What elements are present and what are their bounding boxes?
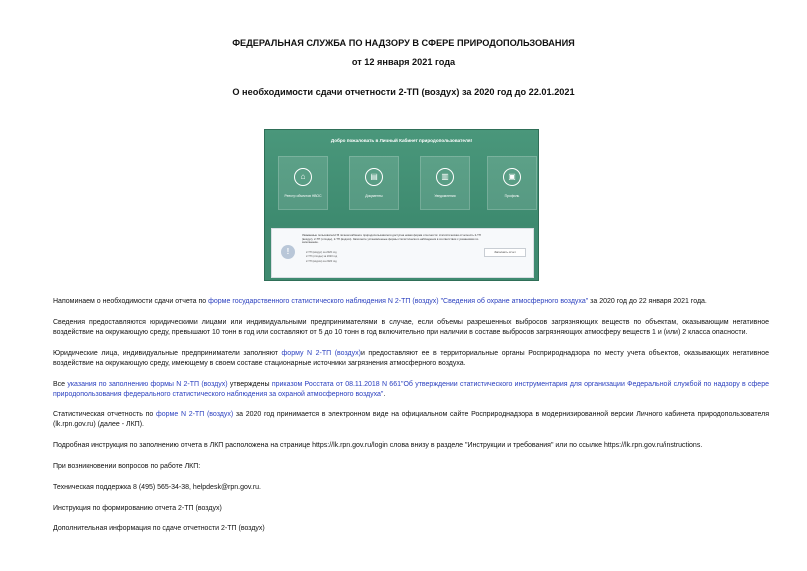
agency-heading: ФЕДЕРАЛЬНАЯ СЛУЖБА ПО НАДЗОРУ В СФЕРЕ ПРИРОДОПОЛЬЗОВАНИЯ — [232, 38, 575, 48]
notice-list — [306, 251, 446, 264]
text: Юридические лица, индивидуальные предприниматели заполняют — [53, 350, 282, 357]
notification-icon: ▥ — [436, 168, 454, 186]
notice-item: 2-ТП (водхоз) за 2020 год — [306, 259, 337, 263]
date-heading: от 12 января 2021 года — [351, 57, 456, 67]
tile-label: Реестр объектов НВОС — [284, 194, 322, 198]
text: за 2020 год принимается в электронном виде на официальном сайте Росприроднадзора в модернизированной версии Личного кабинета природопользователя (lk.rpn.gov.ru) (далее - ЛКП). — [53, 411, 769, 428]
instructions-link[interactable]: указания по заполнению формы N 2-ТП (воздух) — [67, 381, 228, 388]
info-icon: ! — [281, 245, 295, 259]
lk-welcome-title: Добро пожаловать в Личный Кабинет природопользователя! — [330, 138, 473, 143]
text: Напоминаем о необходимости сдачи отчета по — [53, 298, 209, 305]
paragraph-additional-info: Дополнительная информация по сдаче отчетности 2-ТП (воздух) — [53, 525, 265, 532]
text: утверждены — [227, 381, 272, 388]
tile-registry[interactable] — [278, 156, 328, 210]
form-link[interactable]: форме государственного статистического наблюдения N 2-ТП (воздух) "Сведения об охране атмосферного воздуха" — [208, 298, 589, 305]
form-link[interactable]: форме N 2-ТП (воздух) — [155, 411, 234, 418]
tile-label: Уведомления — [434, 194, 456, 198]
lk-dashboard-banner — [265, 130, 538, 226]
documents-icon: ▤ — [365, 168, 383, 186]
tile-notifications[interactable] — [420, 156, 470, 210]
paragraph-instructions — [53, 380, 769, 400]
text: . — [383, 391, 386, 398]
paragraph-questions: При возникновении вопросов по работе ЛКП: — [53, 463, 201, 470]
paragraph-detailed-instruction: Подробная инструкция по заполнению отчета в ЛКП расположена на странице https://lk.rpn.gov.ru/login слова внизу в разделе "Инструкции и требования" или по ссылке https://lk.rpn.gov.ru/instructions. — [53, 442, 703, 449]
notice-item: 2-ТП (воздух) за 2020 год — [306, 251, 337, 254]
text: и предоставляют ее в территориальные органы Росприроднадзора по месту учета объектов, оказывающих негативное воздействие на окружающую среду, имеющему в своем составе стационарные источники загрязнения атмосферного воздуха. — [53, 350, 769, 367]
lk-notice-panel — [271, 228, 534, 278]
form-link[interactable]: форму N 2-ТП (воздух) — [281, 350, 361, 357]
building-icon: ⌂ — [294, 168, 312, 186]
text: Статистическая отчетность по — [53, 411, 156, 418]
order-link[interactable]: приказом Росстата от 08.11.2018 N 661"Об утверждении статистического инструментария для организации Федеральной службой по надзору в сфере природопользования федерального статистического наблюдения за охраной атмосферного воздуха" — [53, 381, 769, 398]
lk-screenshot — [265, 130, 538, 280]
paragraph-support: Техническая поддержка 8 (495) 565-34-38, helpdesk@rpn.gov.ru. — [53, 484, 262, 491]
tile-profile[interactable] — [487, 156, 537, 210]
notice-item: 2-ТП (отходы) за 2020 год — [306, 255, 338, 259]
tile-label: Профиль — [504, 194, 520, 198]
paragraph-how-submit — [53, 349, 769, 369]
fill-report-button[interactable]: Заполнить отчет — [484, 248, 526, 257]
notice-text: Уважаемые пользователи! В личном кабинете природопользователя доступна новая форма отчетности: статистическая отчетность 2-ТП (воздух), 2-ТП (отходы), 2-ТП (водхоз). Заполните установленные формы статистического наблюдения в соответствии с указаниями по заполнению. — [302, 233, 481, 245]
text: Все — [53, 381, 68, 388]
text: за 2020 год до 22 января 2021 года. — [588, 298, 707, 305]
paragraph-who-submits: Сведения предоставляются юридическими лицами или индивидуальными предпринимателями в случае, если объемы разрешенных выбросов загрязняющих веществ по объектам, оказывающим негативное воздействие на окружающую среду, превышают 10 тонн в год или составляют от 5 до 10 тонн в год включительно при наличии в составе выбросов загрязняющих атмосферу веществ 1 и (или) 2 класса опасности. — [53, 319, 769, 336]
profile-icon: ▣ — [503, 168, 521, 186]
paragraph-reminder — [53, 297, 769, 307]
paragraph-report-instruction: Инструкция по формированию отчета 2-ТП (воздух) — [53, 505, 222, 512]
tile-documents[interactable] — [349, 156, 399, 210]
tile-label: Документы — [365, 194, 383, 198]
document-title: О необходимости сдачи отчетности 2-ТП (воздух) за 2020 год до 22.01.2021 — [232, 87, 575, 97]
paragraph-electronic — [53, 410, 769, 430]
